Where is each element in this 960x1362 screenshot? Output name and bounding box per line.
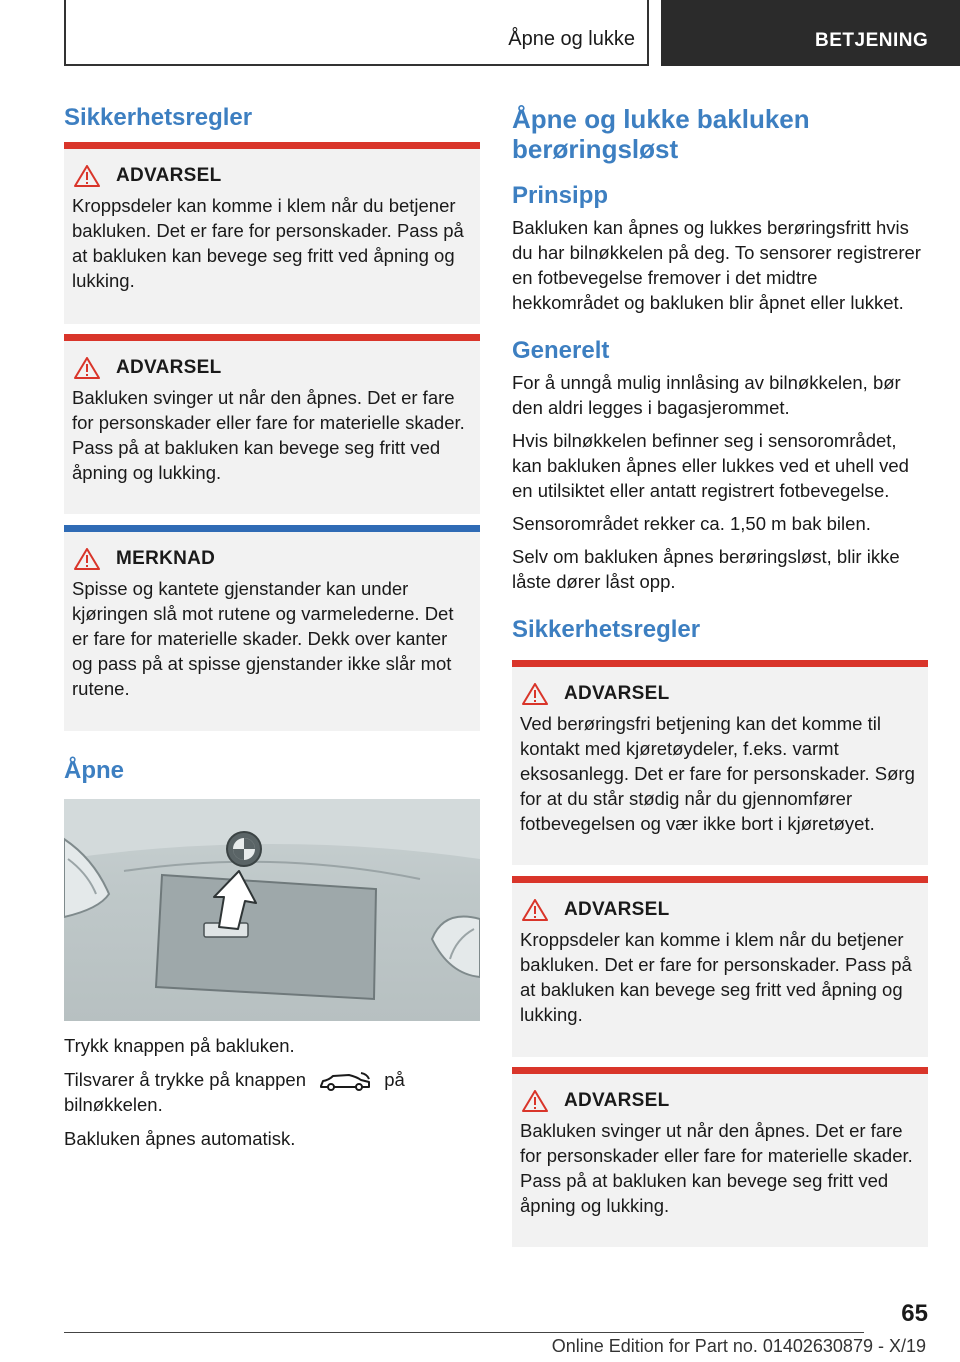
step-press: Trykk knappen på bakluken. — [64, 1035, 295, 1056]
warning-text: Bakluken svinger ut når den åpnes. Det er fare for personskader eller fare for materielle skader. Pass på at bakluken kan bevege seg fritt ved åpning og lukking. — [72, 387, 465, 483]
page-number: 65 — [901, 1300, 928, 1327]
general-paragraph: Hvis bilnøkkelen befinner seg i sensorområdet, kan bakluken åpnes eller lukkes ved et uhell ved en utilsiktet eller antatt registrert fotbevegelse. — [512, 429, 909, 501]
touchless-title: Åpne og lukke bakluken berøringsløst — [512, 104, 810, 164]
warning-box — [512, 876, 928, 1057]
notice-box — [64, 525, 480, 731]
safety-heading-right: Sikkerhetsregler — [512, 615, 701, 643]
warning-triangle-icon — [522, 1090, 548, 1112]
general-paragraph: For å unngå mulig innlåsing av bilnøkkelen, bør den aldri legges i bagasjerommet. — [512, 371, 901, 418]
tailgate-illustration — [64, 799, 480, 1021]
warning-title: ADVARSEL — [564, 898, 670, 920]
open-heading: Åpne — [64, 757, 124, 784]
header-chapter-title: BETJENING — [815, 30, 929, 51]
warning-box — [64, 142, 480, 324]
step-equivalent-after: på bilnøkkelen. — [64, 1069, 405, 1116]
warning-triangle-icon — [74, 165, 100, 187]
warning-triangle-icon — [522, 683, 548, 705]
tailgate-button-illustration — [64, 799, 480, 1021]
warning-bar — [64, 334, 480, 341]
principle-text: Bakluken kan åpnes og lukkes berøringsfritt hvis du har bilnøkkelen på deg. To sensorer registrerer en fotbevegelse fremover i det midtre hekkområdet og bakluken blir åpnet eller lukket. — [512, 216, 921, 313]
warning-bar — [64, 142, 480, 149]
warning-text: Ved berøringsfri betjening kan det komme til kontakt med kjøretøydeler, f.eks. varmt eksosanlegg. Det er fare for personskader. Sørg for at du står stødig når du gjennomfører fotbevegelsen og vær ikke bort i kjøretøyet. — [520, 712, 915, 834]
notice-bar — [64, 525, 480, 532]
right-column — [512, 98, 928, 1247]
safety-heading-left: Sikkerhetsregler — [64, 104, 253, 131]
warning-bar — [512, 876, 928, 883]
notice-text: Spisse og kantete gjenstander kan under kjøringen slå mot rutene og varmelederne. Det er fare for materielle skader. Dekk over kanter og pass på at spisse gjenstander ikke slår mot rutene. — [72, 578, 454, 699]
warning-bar — [512, 660, 928, 667]
warning-triangle-icon — [74, 357, 100, 379]
step-automatic: Bakluken åpnes automatisk. — [64, 1128, 296, 1150]
warning-box — [512, 660, 928, 865]
notice-triangle-icon — [74, 548, 100, 570]
warning-box — [64, 334, 480, 514]
warning-title: ADVARSEL — [564, 682, 670, 704]
general-paragraph: Sensorområdet rekker ca. 1,50 m bak bilen. — [512, 512, 871, 534]
car-key-tailgate-icon — [319, 1070, 371, 1092]
general-heading: Generelt — [512, 336, 610, 364]
header-section-tab — [64, 0, 649, 66]
warning-title: ADVARSEL — [564, 1089, 670, 1111]
header-chapter-tab — [661, 0, 960, 66]
warning-text: Kroppsdeler kan komme i klem når du betjener bakluken. Det er fare for personskader. Pass på at bakluken kan bevege seg fritt ved åpning og lukking. — [72, 195, 464, 291]
left-column — [64, 98, 480, 1151]
step-equivalent — [64, 1067, 480, 1117]
footer-edition: Online Edition for Part no. 01402630879 - X/19 — [551, 1336, 926, 1356]
warning-text: Bakluken svinger ut når den åpnes. Det er fare for personskader eller fare for materielle skader. Pass på at bakluken kan bevege seg fritt ved åpning og lukking. — [520, 1119, 913, 1216]
header-section-title: Åpne og lukke — [508, 28, 635, 50]
warning-bar — [512, 1067, 928, 1074]
warning-text: Kroppsdeler kan komme i klem når du betjener bakluken. Det er fare for personskader. Pass på at bakluken kan bevege seg fritt ved åpning og lukking. — [520, 928, 912, 1025]
step-equivalent-before: Tilsvarer å trykke på knappen — [64, 1069, 306, 1090]
warning-triangle-icon — [522, 899, 548, 921]
principle-heading: Prinsipp — [512, 182, 609, 209]
warning-title: ADVARSEL — [116, 165, 222, 186]
general-paragraph: Selv om bakluken åpnes berøringsløst, blir ikke låste dører låst opp. — [512, 545, 900, 592]
footer-divider — [64, 1332, 864, 1333]
warning-box — [512, 1067, 928, 1247]
notice-title: MERKNAD — [116, 548, 216, 569]
warning-title: ADVARSEL — [116, 357, 222, 378]
